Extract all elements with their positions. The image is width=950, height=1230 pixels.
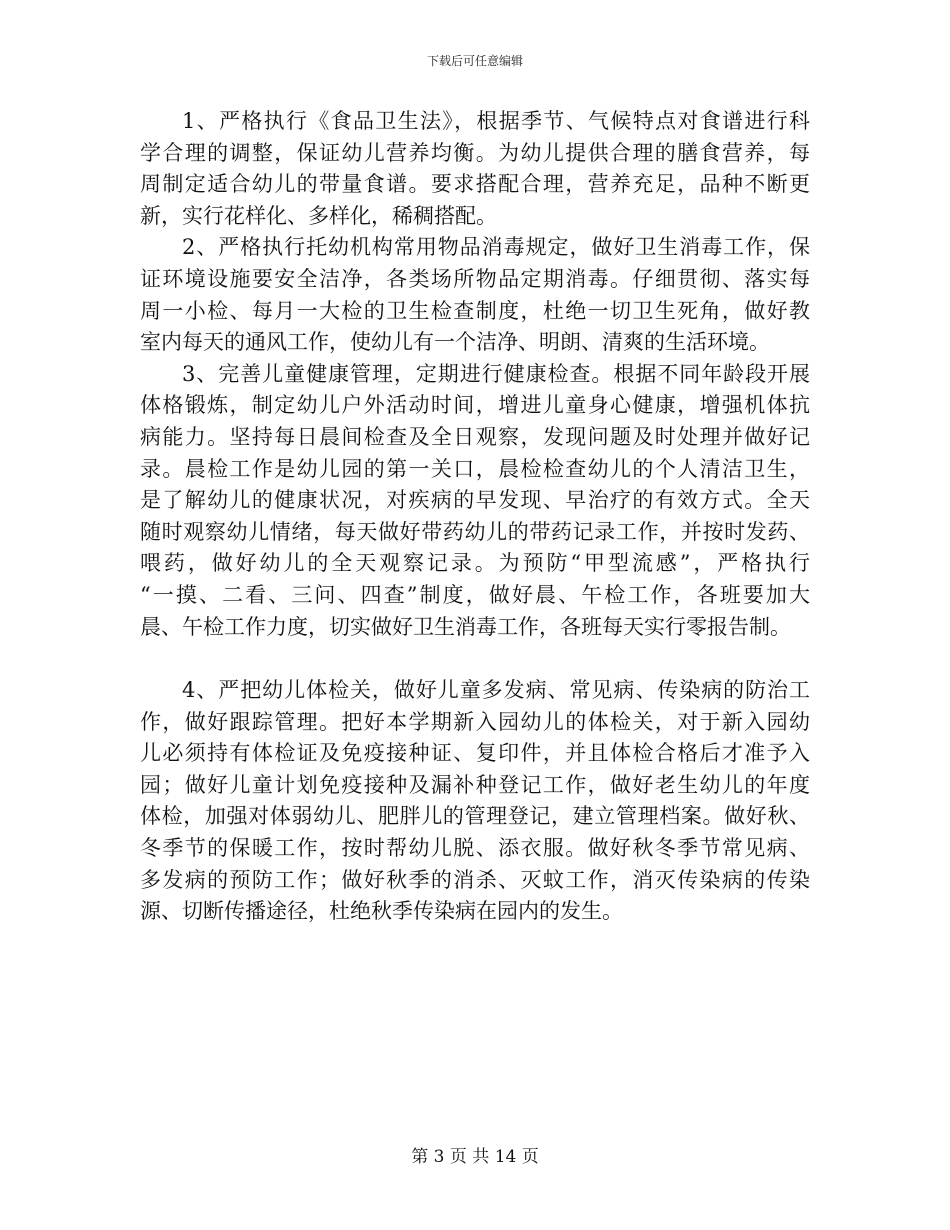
paragraph-line: 体格锻炼，制定幼儿户外活动时间，增进儿童身心健康，增强机体抗 <box>140 393 810 418</box>
document-body <box>140 106 810 928</box>
paragraph-4 <box>140 675 810 928</box>
paragraph-line: 2、严格执行托幼机构常用物品消毒规定，做好卫生消毒工作，保 <box>182 235 810 260</box>
paragraph-line: 新，实行花样化、多样化，稀稠搭配。 <box>140 203 497 228</box>
paragraph-line: 室内每天的通风工作，使幼儿有一个洁净、明朗、清爽的生活环境。 <box>140 330 770 355</box>
paragraph-line: 晨、午检工作力度，切实做好卫生消毒工作，各班每天实行零报告制。 <box>140 614 791 639</box>
paragraph-line: 录。晨检工作是幼儿园的第一关口，晨检检查幼儿的个人清洁卫生， <box>140 456 810 481</box>
paragraph-line: 证环境设施要安全洁净，各类场所物品定期消毒。仔细贯彻、落实每 <box>140 266 810 291</box>
paragraph-3 <box>140 359 810 643</box>
paragraph-line: 4、严把幼儿体检关，做好儿童多发病、常见病、传染病的防治工 <box>182 678 810 703</box>
paragraph-spacer <box>140 643 810 675</box>
paragraph-line: 3、完善儿童健康管理，定期进行健康检查。根据不同年龄段开展 <box>182 361 810 386</box>
paragraph-line: 是了解幼儿的健康状况，对疾病的早发现、早治疗的有效方式。全天 <box>140 488 810 513</box>
page-header: 下载后可任意编辑 <box>426 54 523 68</box>
page-footer: 第 3 页 共 14 页 <box>411 1147 539 1167</box>
paragraph-line: 周制定适合幼儿的带量食谱。要求搭配合理，营养充足，品种不断更 <box>140 172 810 197</box>
paragraph-line: 园；做好儿童计划免疫接种及漏补种登记工作，做好老生幼儿的年度 <box>140 772 810 797</box>
paragraph-line: 喂药，做好幼儿的全天观察记录。为预防“甲型流感”，严格执行 <box>140 551 810 576</box>
paragraph-line: 多发病的预防工作；做好秋季的消杀、灭蚊工作，消灭传染病的传染 <box>140 867 810 892</box>
paragraph-2 <box>140 232 810 358</box>
paragraph-1 <box>140 106 810 232</box>
paragraph-line: “一摸、二看、三问、四查”制度，做好晨、午检工作，各班要加大 <box>140 582 810 607</box>
paragraph-line: 源、切断传播途径，杜绝秋季传染病在园内的发生。 <box>140 899 623 924</box>
paragraph-line: 周一小检、每月一大检的卫生检查制度，杜绝一切卫生死角，做好教 <box>140 298 810 323</box>
paragraph-line: 1、严格执行《食品卫生法》，根据季节、气候特点对食谱进行科 <box>182 109 810 133</box>
paragraph-line: 病能力。坚持每日晨间检查及全日观察，发现问题及时处理并做好记 <box>140 424 810 449</box>
paragraph-line: 学合理的调整，保证幼儿营养均衡。为幼儿提供合理的膳食营养，每 <box>140 140 810 165</box>
paragraph-line: 体检，加强对体弱幼儿、肥胖儿的管理登记，建立管理档案。做好秋、 <box>140 804 810 829</box>
paragraph-line: 冬季节的保暖工作，按时帮幼儿脱、添衣服。做好秋冬季节常见病、 <box>140 836 810 861</box>
paragraph-line: 儿必须持有体检证及免疫接种证、复印件，并且体检合格后才准予入 <box>140 741 810 766</box>
paragraph-line: 随时观察幼儿情绪，每天做好带药幼儿的带药记录工作，并按时发药、 <box>140 519 810 544</box>
paragraph-line: 作，做好跟踪管理。把好本学期新入园幼儿的体检关，对于新入园幼 <box>140 709 810 734</box>
